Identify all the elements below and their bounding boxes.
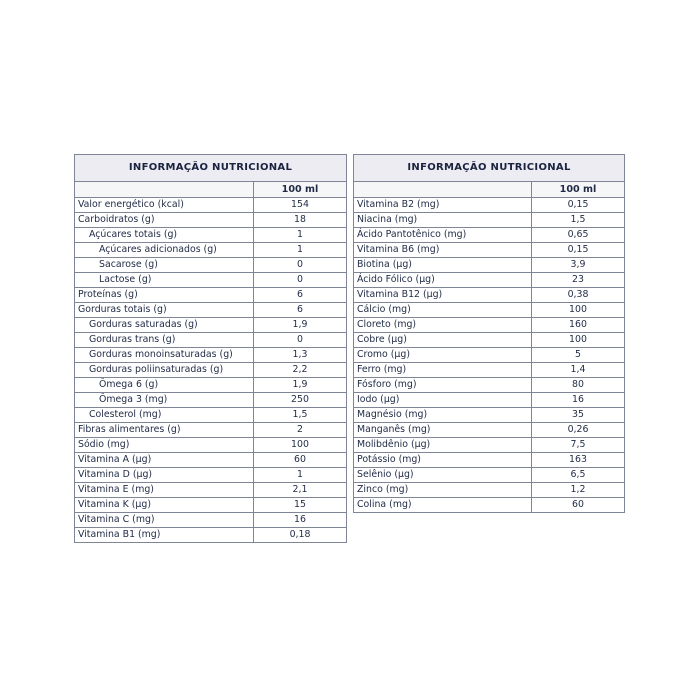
- table-row: [354, 363, 625, 378]
- nutrient-name: Fibras alimentares (g): [75, 423, 254, 438]
- nutrient-value: 0,15: [532, 243, 625, 258]
- nutrient-name: Iodo (µg): [354, 393, 532, 408]
- table-row: [75, 318, 347, 333]
- nutrient-name: Sódio (mg): [75, 438, 254, 453]
- table-row: [354, 423, 625, 438]
- table-body: [75, 198, 347, 543]
- nutrient-name: Molibdênio (µg): [354, 438, 532, 453]
- nutrient-name: Gorduras saturadas (g): [75, 318, 254, 333]
- nutrient-value: 3,9: [532, 258, 625, 273]
- table-row: [75, 273, 347, 288]
- nutrient-value: 0,18: [254, 528, 347, 543]
- nutrient-name: Carboidratos (g): [75, 213, 254, 228]
- nutrient-name: Vitamina B12 (µg): [354, 288, 532, 303]
- nutrient-value: 0,26: [532, 423, 625, 438]
- unit-column-header: 100 ml: [532, 182, 625, 198]
- nutrient-value: 1,4: [532, 363, 625, 378]
- nutrient-value: 23: [532, 273, 625, 288]
- nutrient-value: 1: [254, 468, 347, 483]
- nutrient-name: Colina (mg): [354, 498, 532, 513]
- nutrient-value: 1: [254, 243, 347, 258]
- nutrient-value: 154: [254, 198, 347, 213]
- nutrient-name: Cromo (µg): [354, 348, 532, 363]
- table-row: [354, 378, 625, 393]
- nutrient-name: Vitamina A (µg): [75, 453, 254, 468]
- nutrient-value: 0,38: [532, 288, 625, 303]
- nutrient-name: Vitamina B6 (mg): [354, 243, 532, 258]
- table-row: [75, 363, 347, 378]
- nutrient-value: 6: [254, 288, 347, 303]
- nutrient-value: 250: [254, 393, 347, 408]
- table-row: [354, 303, 625, 318]
- table-row: [354, 333, 625, 348]
- table-row: [75, 228, 347, 243]
- table-row: [75, 378, 347, 393]
- table-row: [354, 438, 625, 453]
- table-row: [354, 258, 625, 273]
- table-row: [75, 468, 347, 483]
- nutrient-value: 18: [254, 213, 347, 228]
- table-row: [354, 213, 625, 228]
- nutrient-value: 163: [532, 453, 625, 468]
- nutrient-name: Vitamina K (µg): [75, 498, 254, 513]
- nutrient-value: 0,15: [532, 198, 625, 213]
- nutrient-value: 60: [254, 453, 347, 468]
- table-row: [75, 243, 347, 258]
- nutrient-name: Potássio (mg): [354, 453, 532, 468]
- nutrient-name: Açúcares totais (g): [75, 228, 254, 243]
- nutrient-value: 7,5: [532, 438, 625, 453]
- nutrient-column-header: [75, 182, 254, 198]
- nutrient-value: 15: [254, 498, 347, 513]
- table-row: [75, 498, 347, 513]
- nutrient-name: Ômega 6 (g): [75, 378, 254, 393]
- nutrient-name: Fósforo (mg): [354, 378, 532, 393]
- nutrient-value: 1,9: [254, 318, 347, 333]
- nutrient-name: Cálcio (mg): [354, 303, 532, 318]
- nutrient-name: Selênio (µg): [354, 468, 532, 483]
- table-row: [354, 318, 625, 333]
- nutrient-value: 1,5: [254, 408, 347, 423]
- nutrient-value: 2,1: [254, 483, 347, 498]
- nutrient-name: Gorduras totais (g): [75, 303, 254, 318]
- table-title: INFORMAÇÃO NUTRICIONAL: [75, 155, 347, 182]
- nutrient-name: Gorduras monoinsaturadas (g): [75, 348, 254, 363]
- table-row: [75, 453, 347, 468]
- table-row: [75, 333, 347, 348]
- nutrient-name: Proteínas (g): [75, 288, 254, 303]
- nutrient-value: 6,5: [532, 468, 625, 483]
- nutrient-name: Ácido Fólico (µg): [354, 273, 532, 288]
- unit-column-header: 100 ml: [254, 182, 347, 198]
- table-row: [75, 198, 347, 213]
- table-row: [75, 303, 347, 318]
- nutrient-value: 0: [254, 333, 347, 348]
- nutrient-value: 60: [532, 498, 625, 513]
- table-body: [354, 198, 625, 513]
- table-row: [354, 273, 625, 288]
- table-row: [75, 213, 347, 228]
- table-row: [354, 288, 625, 303]
- nutrient-name: Sacarose (g): [75, 258, 254, 273]
- nutrient-name: Zinco (mg): [354, 483, 532, 498]
- nutrient-value: 80: [532, 378, 625, 393]
- nutrient-name: Cloreto (mg): [354, 318, 532, 333]
- nutrient-name: Vitamina D (µg): [75, 468, 254, 483]
- nutrient-name: Biotina (µg): [354, 258, 532, 273]
- table-row: [75, 483, 347, 498]
- table-row: [75, 438, 347, 453]
- table-row: [354, 243, 625, 258]
- nutrient-value: 1,9: [254, 378, 347, 393]
- nutrient-value: 100: [532, 303, 625, 318]
- nutrient-name: Lactose (g): [75, 273, 254, 288]
- table-row: [354, 198, 625, 213]
- nutrient-name: Vitamina B1 (mg): [75, 528, 254, 543]
- nutrient-value: 16: [532, 393, 625, 408]
- nutrient-value: 160: [532, 318, 625, 333]
- nutrient-value: 0,65: [532, 228, 625, 243]
- table-row: [354, 468, 625, 483]
- table-row: [75, 258, 347, 273]
- table-row: [75, 288, 347, 303]
- nutrition-table-left: [74, 154, 347, 543]
- nutrient-name: Colesterol (mg): [75, 408, 254, 423]
- nutrient-value: 100: [254, 438, 347, 453]
- table-row: [354, 483, 625, 498]
- nutrient-value: 1,5: [532, 213, 625, 228]
- nutrient-column-header: [354, 182, 532, 198]
- table-row: [75, 513, 347, 528]
- table-row: [354, 453, 625, 468]
- nutrient-value: 0: [254, 258, 347, 273]
- nutrient-name: Cobre (µg): [354, 333, 532, 348]
- nutrient-name: Vitamina E (mg): [75, 483, 254, 498]
- nutrient-name: Açúcares adicionados (g): [75, 243, 254, 258]
- nutrient-name: Ômega 3 (mg): [75, 393, 254, 408]
- table-row: [75, 408, 347, 423]
- nutrient-value: 35: [532, 408, 625, 423]
- nutrient-value: 1: [254, 228, 347, 243]
- nutrient-name: Gorduras poliinsaturadas (g): [75, 363, 254, 378]
- nutrient-value: 5: [532, 348, 625, 363]
- nutrient-value: 2,2: [254, 363, 347, 378]
- table-row: [354, 348, 625, 363]
- nutrient-name: Vitamina B2 (mg): [354, 198, 532, 213]
- table-row: [354, 498, 625, 513]
- nutrient-value: 0: [254, 273, 347, 288]
- nutrient-value: 6: [254, 303, 347, 318]
- nutrition-table-right: [353, 154, 625, 513]
- nutrient-name: Vitamina C (mg): [75, 513, 254, 528]
- nutrient-name: Manganês (mg): [354, 423, 532, 438]
- table-row: [354, 408, 625, 423]
- table-row: [354, 228, 625, 243]
- nutrient-value: 1,2: [532, 483, 625, 498]
- nutrient-name: Niacina (mg): [354, 213, 532, 228]
- nutrient-value: 2: [254, 423, 347, 438]
- table-row: [75, 528, 347, 543]
- table-title: INFORMAÇÃO NUTRICIONAL: [354, 155, 625, 182]
- table-row: [75, 423, 347, 438]
- nutrient-value: 100: [532, 333, 625, 348]
- table-row: [354, 393, 625, 408]
- table-row: [75, 348, 347, 363]
- table-row: [75, 393, 347, 408]
- nutrient-name: Ferro (mg): [354, 363, 532, 378]
- nutrient-value: 16: [254, 513, 347, 528]
- nutrient-name: Gorduras trans (g): [75, 333, 254, 348]
- nutrient-name: Valor energético (kcal): [75, 198, 254, 213]
- nutrient-value: 1,3: [254, 348, 347, 363]
- nutrient-name: Magnésio (mg): [354, 408, 532, 423]
- nutrient-name: Ácido Pantotênico (mg): [354, 228, 532, 243]
